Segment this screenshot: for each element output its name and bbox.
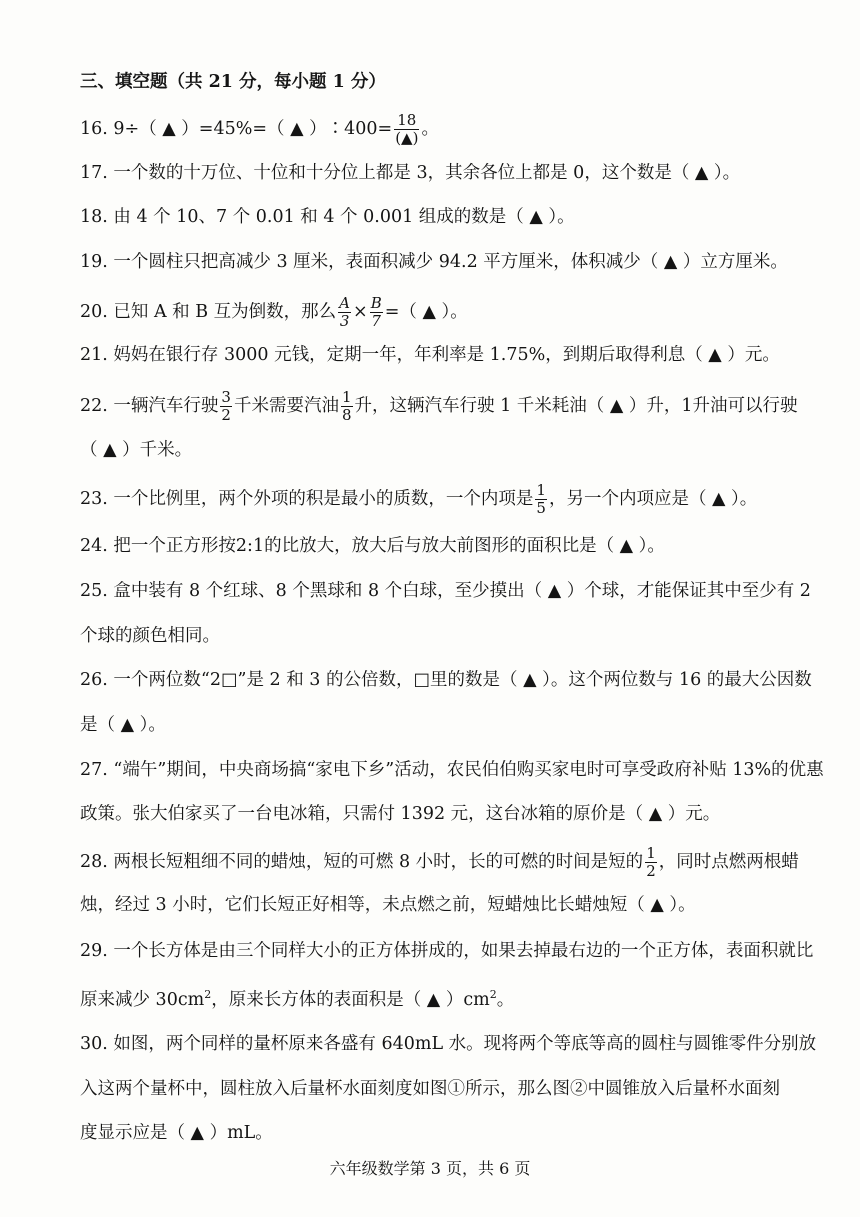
fraction-denominator: 3 — [339, 312, 350, 330]
question-30-line2: 入这两个量杯中，圆柱放入后量杯水面刻度如图①所示，那么图②中圆锥放入后量杯水面刻 — [80, 1079, 780, 1099]
question-24 — [80, 534, 800, 558]
question-text: 已知 A 和 B 互为倒数，那么 — [113, 302, 337, 322]
question-number: 17. — [80, 163, 108, 183]
question-18 — [80, 205, 800, 229]
question-text-end: ，另一个内项应是（ ▲ ）。 — [548, 489, 758, 509]
fraction-numerator: A — [339, 294, 351, 312]
question-text: 一个数的十万位、十位和十分位上都是 3，其余各位上都是 0，这个数是（ ▲ ）。 — [113, 163, 741, 183]
question-number: 29. — [80, 941, 108, 961]
question-text: 盒中装有 8 个红球、8 个黑球和 8 个白球，至少摸出（ ▲ ）个球，才能保证其中至少有 2 — [113, 581, 811, 601]
question-25 — [80, 579, 811, 603]
question-19 — [80, 250, 800, 274]
question-text: 由 4 个 10、7 个 0.01 和 4 个 0.001 组成的数是（ ▲ ）。 — [113, 207, 575, 227]
question-text: 把一个正方形按2:1的比放大，放大后与放大前图形的面积比是（ ▲ ）。 — [113, 536, 665, 556]
question-number: 28. — [80, 852, 108, 872]
question-30 — [80, 1032, 817, 1056]
question-30-line3: 度显示应是（ ▲ ）mL。 — [80, 1123, 273, 1143]
question-text: 如图，两个同样的量杯原来各盛有 640mL 水。现将两个等底等高的圆柱与圆锥零件分别放 — [113, 1034, 817, 1054]
question-text: 两根长短粗细不同的蜡烛，短的可燃 8 小时，长的可燃的时间是短的 — [113, 852, 644, 872]
question-20 — [80, 296, 800, 329]
fraction-3-over-2 — [220, 390, 232, 423]
question-28-line2: 烛，经过 3 小时，它们长短正好相等，未点燃之前，短蜡烛比长蜡烛短（ ▲ ）。 — [80, 895, 696, 915]
question-number: 19. — [80, 252, 108, 272]
question-text: 一个两位数“2□”是 2 和 3 的公倍数，□里的数是（ ▲ ）。这个两位数与 16 的最大公因数 — [113, 670, 812, 690]
fraction-denominator: 8 — [341, 406, 352, 424]
question-number: 21. — [80, 345, 108, 365]
fraction-b-over-7 — [370, 296, 383, 329]
question-text-end: ，同时点燃两根蜡 — [658, 852, 799, 872]
question-number: 16. — [80, 119, 108, 139]
question-number: 18. — [80, 207, 108, 227]
question-text: 。 — [496, 989, 515, 1010]
fraction-denominator: 7 — [371, 312, 381, 330]
question-text: 一个比例里，两个外项的积是最小的质数，一个内项是 — [113, 489, 534, 509]
superscript: 2 — [204, 988, 212, 1001]
fraction-denominator: 2 — [646, 862, 656, 880]
question-text: 原来减少 30cm — [80, 989, 205, 1010]
fraction-numerator: 1 — [341, 388, 352, 406]
page-footer: 六年级数学第 3 页，共 6 页 — [329, 1159, 531, 1178]
question-number: 24. — [80, 536, 108, 556]
question-25-line2: 个球的颜色相同。 — [80, 626, 220, 646]
fraction-numerator: 1 — [646, 844, 656, 862]
question-number: 20. — [80, 302, 108, 322]
question-text-end: 升，这辆汽车行驶 1 千米耗油（ ▲ ）升，1升油可以行驶 — [354, 396, 798, 416]
fraction — [394, 113, 419, 146]
question-text: 一个圆柱只把高减少 3 厘米，表面积减少 94.2 平方厘米，体积减少（ ▲ ）立方厘米。 — [113, 252, 788, 272]
fraction-numerator: 1 — [536, 481, 546, 499]
fraction-numerator: 18 — [394, 113, 419, 130]
question-26 — [80, 668, 812, 692]
question-28 — [80, 846, 800, 879]
superscript: 2 — [489, 988, 497, 1001]
question-text: 9÷（ ▲ ）=45%=（ ▲ ）∶400= — [113, 119, 393, 139]
fraction-numerator: B — [370, 294, 382, 312]
question-22-line2: （ ▲ ）千米。 — [80, 440, 193, 460]
question-27-line2: 政策。张大伯家买了一台电冰箱，只需付 1392 元，这台冰箱的原价是（ ▲ ）元。 — [80, 804, 721, 824]
fraction-numerator: 3 — [221, 388, 231, 406]
question-text: ，原来长方体的表面积是（ ▲ ）cm — [211, 989, 490, 1010]
question-number: 22. — [80, 396, 108, 416]
section-title: 三、填空题（共 21 分，每小题 1 分） — [80, 72, 386, 92]
question-16 — [80, 113, 800, 146]
question-17 — [80, 161, 800, 185]
fraction-denominator: (▲) — [395, 129, 419, 147]
question-text-mid: 千米需要汽油 — [233, 396, 339, 416]
question-23 — [80, 483, 800, 516]
fraction-1-over-2 — [645, 846, 657, 879]
fraction-a-over-3 — [338, 296, 351, 329]
question-text-end: =（ ▲ ）。 — [384, 302, 468, 322]
question-text: 一辆汽车行驶 — [113, 396, 219, 416]
question-29-line2 — [80, 983, 800, 1012]
fraction-denominator: 5 — [536, 499, 546, 517]
question-text: 一个长方体是由三个同样大小的正方体拼成的，如果去掉最右边的一个正方体，表面积就比 — [113, 941, 814, 961]
times-sign: × — [353, 302, 368, 322]
question-text-end: 。 — [421, 119, 439, 139]
fraction-1-over-8 — [341, 390, 353, 423]
question-26-line2: 是（ ▲ ）。 — [80, 715, 166, 735]
question-22 — [80, 390, 800, 423]
fraction-1-over-5 — [535, 483, 547, 516]
question-number: 30. — [80, 1034, 108, 1054]
question-number: 27. — [80, 760, 108, 780]
question-number: 23. — [80, 489, 108, 509]
fraction-denominator: 2 — [221, 406, 231, 424]
question-number: 25. — [80, 581, 108, 601]
question-text: “端午”期间，中央商场搞“家电下乡”活动，农民伯伯购买家电时可享受政府补贴 13%的优惠 — [113, 760, 824, 780]
question-number: 26. — [80, 670, 108, 690]
question-27 — [80, 758, 824, 782]
question-21 — [80, 343, 800, 367]
question-text: 妈妈在银行存 3000 元钱，定期一年，年利率是 1.75%，到期后取得利息（ ▲ ）元。 — [113, 345, 780, 365]
question-29 — [80, 939, 814, 963]
